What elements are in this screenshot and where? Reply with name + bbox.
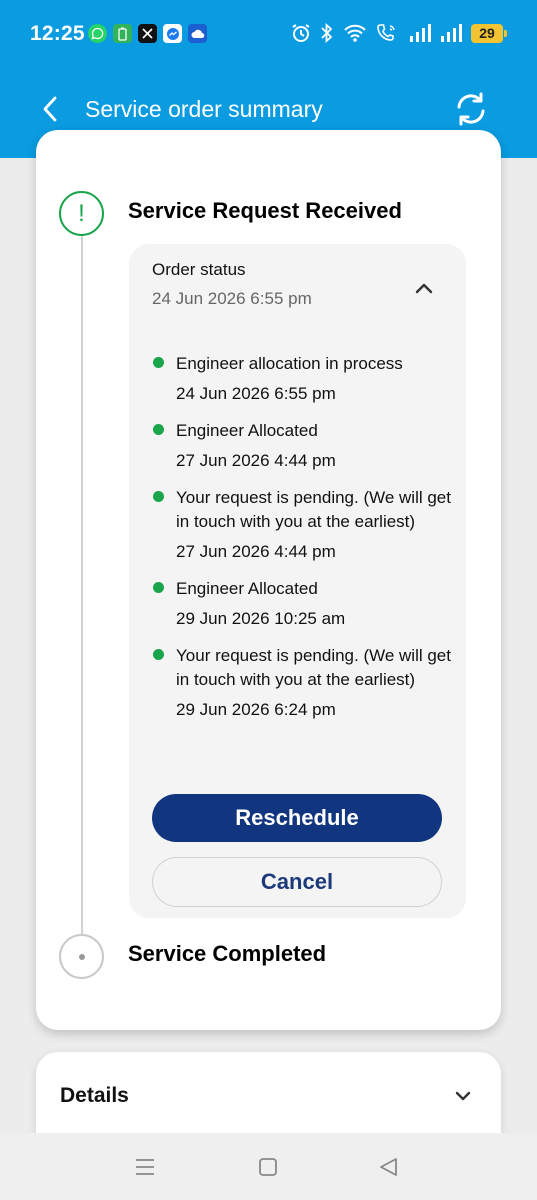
- battery-level: 29: [479, 25, 495, 41]
- battery-saver-icon: [113, 24, 132, 43]
- signal-icon: [409, 23, 431, 43]
- wifi-icon: [343, 23, 367, 43]
- step-title-request-received: Service Request Received: [128, 198, 402, 223]
- back-arrow-icon[interactable]: [36, 94, 66, 124]
- chevron-up-icon[interactable]: [412, 276, 436, 300]
- status-dot-icon: [153, 491, 164, 502]
- order-status-panel: [129, 244, 466, 918]
- order-status-date: 24 Jun 2026 6:55 pm: [152, 289, 312, 308]
- status-event: [151, 644, 451, 722]
- timeline-line: [81, 236, 83, 936]
- status-event: [151, 486, 451, 564]
- event-date: 29 Jun 2026 10:25 am: [176, 609, 346, 628]
- notification-icons: [88, 24, 207, 43]
- battery-icon: [471, 24, 503, 43]
- system-nav-bar: [0, 1133, 537, 1200]
- cancel-button[interactable]: Cancel: [152, 857, 442, 907]
- signal-icon: [440, 23, 462, 43]
- chevron-down-icon[interactable]: [452, 1085, 474, 1107]
- home-icon[interactable]: [256, 1155, 280, 1179]
- status-event: [151, 352, 451, 406]
- status-dot-icon: [153, 424, 164, 435]
- refresh-icon[interactable]: [452, 90, 490, 128]
- status-dot-icon: [153, 649, 164, 660]
- event-text: Your request is pending. (We will get in touch with you at the earliest): [176, 646, 451, 689]
- event-date: 27 Jun 2026 4:44 pm: [176, 542, 336, 561]
- event-text: Engineer allocation in process: [176, 354, 403, 373]
- status-dot-icon: [153, 357, 164, 368]
- details-title: Details: [60, 1084, 129, 1107]
- page-title: Service order summary: [85, 96, 323, 122]
- menu-icon[interactable]: [133, 1155, 157, 1179]
- order-status-heading: Order status: [152, 260, 246, 279]
- exclamation-icon: !: [59, 191, 104, 236]
- reschedule-button[interactable]: Reschedule: [152, 794, 442, 842]
- status-event: [151, 577, 451, 631]
- alarm-icon: [291, 23, 311, 43]
- whatsapp-icon: [88, 24, 107, 43]
- back-icon[interactable]: [377, 1155, 401, 1179]
- volte-call-icon: [376, 23, 400, 43]
- event-text: Your request is pending. (We will get in touch with you at the earliest): [176, 488, 451, 531]
- event-date: 24 Jun 2026 6:55 pm: [176, 384, 336, 403]
- status-event-list: [151, 352, 451, 735]
- x-icon: [138, 24, 157, 43]
- status-event: [151, 419, 451, 473]
- cloud-icon: [188, 24, 207, 43]
- status-bar: [0, 0, 537, 70]
- bluetooth-icon: [320, 23, 334, 43]
- system-icons: [291, 23, 503, 43]
- event-date: 29 Jun 2026 6:24 pm: [176, 700, 336, 719]
- status-time: 12:25: [30, 22, 85, 45]
- pending-step-icon: [59, 934, 104, 979]
- messenger-icon: [163, 24, 182, 43]
- event-text: Engineer Allocated: [176, 421, 318, 440]
- event-date: 27 Jun 2026 4:44 pm: [176, 451, 336, 470]
- step-title-service-completed: Service Completed: [128, 941, 327, 966]
- status-dot-icon: [153, 582, 164, 593]
- event-text: Engineer Allocated: [176, 579, 318, 598]
